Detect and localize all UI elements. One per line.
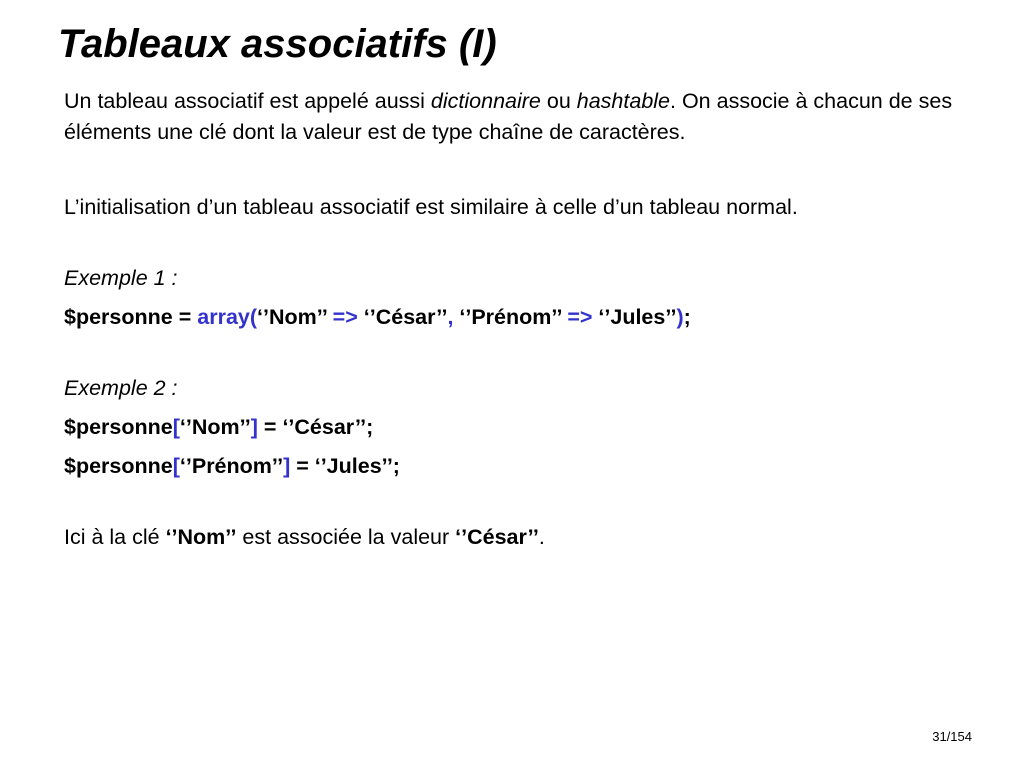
- code-key-prenom: ‘’Prénom’’: [179, 454, 284, 478]
- slide-content: [64, 86, 964, 553]
- page-number: 31/154: [932, 729, 972, 744]
- example-2-code-line-2: [64, 451, 964, 482]
- conclusion-paragraph: [64, 522, 964, 553]
- intro-paragraph: [64, 86, 964, 148]
- code-arrow: =>: [326, 305, 364, 329]
- code-semicolon: ;: [683, 305, 691, 329]
- slide-title: Tableaux associatifs (I): [58, 22, 497, 66]
- initialisation-paragraph: L’initialisation d’un tableau associatif est similaire à celle d’un tableau normal.: [64, 195, 798, 219]
- code-assignment-rest: = ‘’César’’;: [257, 415, 374, 439]
- conclusion-text-1: Ici à la clé: [64, 525, 166, 549]
- code-arrow: =>: [561, 305, 599, 329]
- term-dictionnaire: dictionnaire: [430, 89, 541, 113]
- intro-text-1: Un tableau associatif est appelé aussi: [64, 89, 431, 113]
- code-close-bracket: ]: [283, 454, 291, 478]
- code-key-nom: ‘’Nom’’: [179, 415, 251, 439]
- example-2-label: Exemple 2 :: [64, 376, 178, 400]
- code-open-bracket: [: [172, 415, 180, 439]
- example-1-label: Exemple 1 :: [64, 266, 178, 290]
- code-variable: $personne: [64, 415, 173, 439]
- code-variable: $personne: [64, 454, 173, 478]
- code-open-bracket: [: [172, 454, 180, 478]
- code-close-bracket: ]: [250, 415, 258, 439]
- code-close-paren: ): [676, 305, 684, 329]
- intro-text-3: . On associe à chacun de ses éléments une clé dont la valeur est de type chaîne de caractères.: [64, 89, 953, 144]
- code-value-cesar: ‘’César’’: [363, 305, 448, 329]
- code-array-function: array(: [197, 305, 258, 329]
- conclusion-key: ‘’Nom’’: [165, 525, 237, 549]
- code-key-prenom: ‘’Prénom’’: [459, 305, 562, 329]
- code-assignment-rest: = ‘’Jules’’;: [290, 454, 400, 478]
- conclusion-text-3: .: [538, 525, 545, 549]
- term-hashtable: hashtable: [576, 89, 671, 113]
- code-variable: $personne: [64, 305, 173, 329]
- example-2-code-line-1: [64, 412, 964, 443]
- code-assign: =: [172, 305, 198, 329]
- code-comma: ,: [447, 305, 460, 329]
- code-key-nom: ‘’Nom’’: [257, 305, 327, 329]
- conclusion-value: ‘’César’’: [455, 525, 539, 549]
- example-1-code: [64, 302, 964, 333]
- code-value-jules: ‘’Jules’’: [598, 305, 677, 329]
- intro-text-2: ou: [540, 89, 577, 113]
- conclusion-text-2: est associée la valeur: [236, 525, 456, 549]
